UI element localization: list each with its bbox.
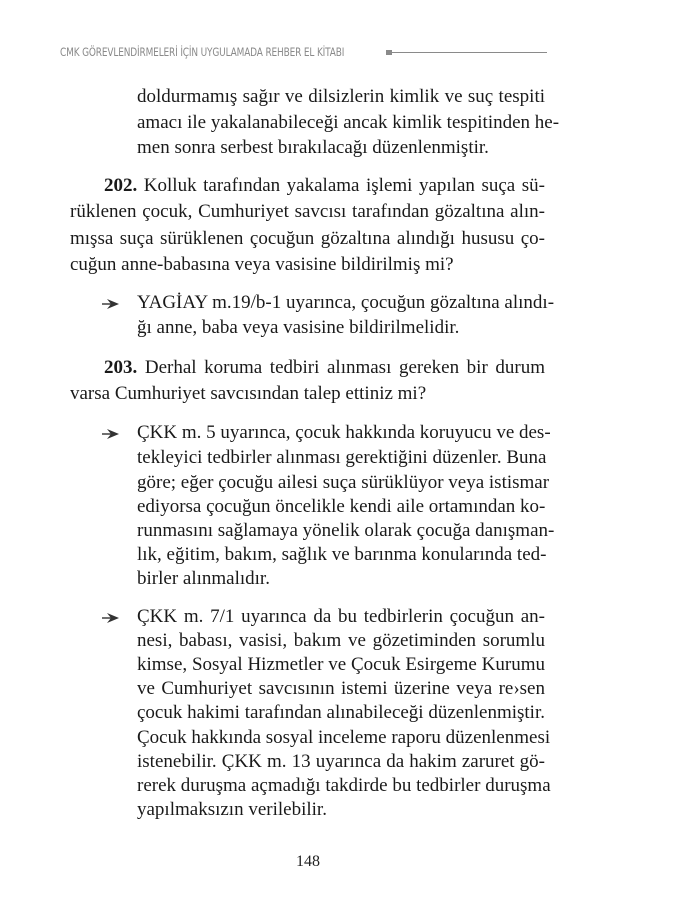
arrow-right-icon bbox=[102, 428, 120, 440]
text-line: rerek duruşma açmadığı takdirde bu tedbirler duruşma bbox=[137, 775, 551, 796]
question-first-line bbox=[104, 173, 545, 199]
text-line: rüklenen çocuk, Cumhuriyet savcısı tarafından gözaltına alın- bbox=[70, 201, 545, 222]
text-line: varsa Cumhuriyet savcısından talep ettiniz mi? bbox=[70, 383, 427, 404]
text-line: göre; eğer çocuğu ailesi suça sürüklüyor veya istismar bbox=[137, 472, 550, 493]
text-line: istenebilir. ÇKK m. 13 uyarınca da hakim zaruret gö- bbox=[137, 751, 545, 772]
text-line: kimse, Sosyal Hizmetler ve Çocuk Esirgeme Kurumu bbox=[137, 654, 545, 675]
text-line: mışsa suça sürüklenen çocuğun gözaltına alındığı hususu ço- bbox=[70, 228, 545, 249]
text-line: YAGİAY m.19/b-1 uyarınca, çocuğun gözaltına alındı- bbox=[137, 292, 555, 313]
question-first-line bbox=[104, 355, 545, 381]
text-line: ÇKK m. 5 uyarınca, çocuk hakkında koruyucu ve des- bbox=[137, 422, 551, 443]
question-text: Derhal koruma tedbiri alınması gereken bir durum bbox=[137, 357, 545, 378]
text-line: çocuk hakimi tarafından alınabileceği düzenlenmiştir. bbox=[137, 702, 545, 723]
question-text: Kolluk tarafından yakalama işlemi yapılan suça sü- bbox=[137, 175, 545, 196]
text-line: cuğun anne-babasına veya vasisine bildirilmiş mi? bbox=[70, 254, 454, 275]
running-header-title: CMK GÖREVLENDİRMELERİ İÇİN UYGULAMADA REHBER EL KİTABI bbox=[60, 45, 345, 59]
text-line: tekleyici tedbirler alınması gerektiğini düzenler. Buna bbox=[137, 447, 547, 468]
running-header bbox=[60, 42, 547, 62]
header-rule bbox=[392, 52, 547, 53]
text-line: ğı anne, baba veya vasisine bildirilmelidir. bbox=[137, 317, 460, 338]
question-number: 203. bbox=[104, 357, 138, 378]
text-line: lık, eğitim, bakım, sağlık ve barınma konularında ted- bbox=[137, 544, 547, 565]
text-line: birler alınmalıdır. bbox=[137, 568, 270, 589]
text-line: doldurmamış sağır ve dilsizlerin kimlik ve suç tespiti bbox=[137, 86, 545, 107]
text-line: yapılmaksızın verilebilir. bbox=[137, 799, 327, 820]
text-line: amacı ile yakalanabileceği ancak kimlik tespitinden he- bbox=[137, 112, 560, 133]
text-line: ve Cumhuriyet savcısının istemi üzerine veya re›sen bbox=[137, 678, 545, 699]
text-line: Çocuk hakkında sosyal inceleme raporu düzenlenmesi bbox=[137, 727, 551, 748]
text-line: ediyorsa çocuğun öncelikle kendi aile ortamından ko- bbox=[137, 496, 546, 517]
text-line: men sonra serbest bırakılacağı düzenlenmiştir. bbox=[137, 137, 489, 158]
text-line: ÇKK m. 7/1 uyarınca da bu tedbirlerin çocuğun an- bbox=[137, 606, 545, 627]
text-line: runmasını sağlamaya yönelik olarak çocuğa danışman- bbox=[137, 520, 555, 541]
arrow-right-icon bbox=[102, 298, 120, 310]
text-line: nesi, babası, vasisi, bakım ve gözetiminden sorumlu bbox=[137, 630, 545, 651]
arrow-right-icon bbox=[102, 612, 120, 624]
question-number: 202. bbox=[104, 175, 138, 196]
page-number: 148 bbox=[296, 853, 320, 870]
